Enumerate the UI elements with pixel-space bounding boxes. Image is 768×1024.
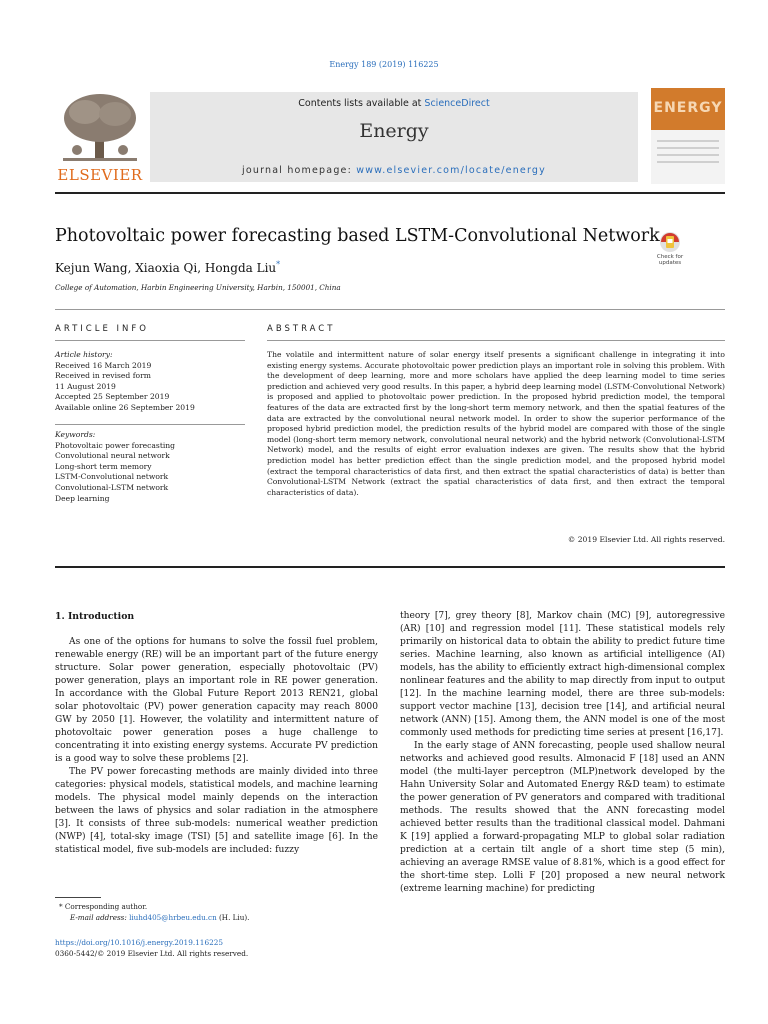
abstract-end-rule [55,566,725,568]
history-item: 11 August 2019 [55,381,116,391]
header-separator [55,309,725,310]
history-item: Available online 26 September 2019 [55,402,195,412]
article-info-rule [55,340,245,341]
keyword: Long-short term memory [55,461,152,471]
body-column-left [55,636,378,857]
corresponding-label: Corresponding author. [64,902,148,911]
paragraph: The PV power forecasting methods are mainly divided into three categories: physical models, statistical models, and machine learning models. The physical model mainly depends on the interaction between the laws of physics and solar radiation in the atmosphere [3]. It consists of three sub-models: numerical weather prediction (NWP) [4], total-sky image (TSI) [5] and satellite image [6]. In the statistical model, five sub-models are included: fuzzy [55,767,378,855]
sciencedirect-link[interactable]: ScienceDirect [424,98,490,109]
paragraph: In the early stage of ANN forecasting, people used shallow neural networks and achieved good results. Almonacid F [18] used an ANN model (the multi-layer perceptron (MLP)network developed by the Hahn University Solar and Automated Energy R&D team) to estimate the power generation of PV generators and compared with traditional methods. The results showed that the ANN forecasting model achieved better results than the traditional classical model. Dahmani K [19] applied a forward-propagating MLP to global solar radiation prediction at a certain tilt angle of a short time step (5 min), achieving an average RMSE value of 8.81%, which is a good effect for the short-time step. Lolli F [20] proposed a new neural network (extreme learning machine) for predicting [400,741,725,894]
journal-homepage [150,165,638,176]
doi-text[interactable]: https://doi.org/10.1016/j.energy.2019.116225 [55,938,224,947]
footnote-corresponding [55,902,147,911]
email-label: E-mail address: [70,913,127,922]
keyword: Convolutional neural network [55,451,170,461]
doi-link[interactable] [55,938,223,947]
journal-cover-thumbnail[interactable] [651,88,725,184]
keyword: Convolutional-LSTM network [55,482,169,492]
article-info-heading: ARTICLE INFO [55,324,149,334]
contents-prefix: Contents lists available at [298,98,425,109]
homepage-link[interactable]: www.elsevier.com/locate/energy [356,165,546,176]
journal-citation[interactable]: Energy 189 (2019) 116225 [329,60,439,69]
abstract-heading: ABSTRACT [267,324,336,334]
masthead-rule [55,192,725,194]
journal-masthead [55,88,725,188]
corresponding-author-mark[interactable]: * [276,260,281,269]
body-column-right [400,610,725,896]
publisher-name: ELSEVIER [57,166,143,184]
author-names: Kejun Wang, Xiaoxia Qi, Hongda Liu [55,261,277,275]
history-item: Accepted 25 September 2019 [55,392,170,402]
history-label: Article history: [55,350,113,359]
homepage-prefix: journal homepage: [242,165,357,176]
cover-text-lines [657,140,719,168]
author-list [55,260,280,275]
keywords-label: Keywords: [55,430,96,439]
footnote-email [70,913,249,922]
journal-name: Energy [359,120,429,142]
abstract-text: The volatile and intermittent nature of solar energy itself presents a significant challenge in integrating it into existing energy systems. Accurate photovoltaic power prediction plays an important role in solving this problem. With the development of deep learning, more and more scholars have applied the deep learning model to time series prediction and achieved very good results. In this paper, a hybrid deep learning model (LSTM-Convolutional Network) is proposed and applied to photovoltaic power prediction. In the proposed hybrid prediction model, the temporal features of the data are extracted first by the long-short term memory network, and then the spatial features of the data are extracted by the convolutional neural network model. In order to show the superior performance of the proposed hybrid prediction model, the prediction results of the hybrid model are compared with those of the single model (long-short term memory network, convolutional neural network) and the hybrid network (Convolutional-LSTM Network) model, and the results of eight error evaluation indexes are given. The results show that the hybrid prediction model has better prediction effect than the single prediction model, and the proposed hybrid model (extract the temporal characteristics of data first, and then extract the spatial characteristics of data) is better than Convolutional-LSTM Network (extract the spatial characteristics of data first, and then extract the temporal characteristics of data). [267,350,725,497]
history-item: Received 16 March 2019 [55,360,152,370]
keywords-rule [55,424,245,425]
footnote-rule [55,897,101,898]
article-title: Photovoltaic power forecasting based LSTM-Convolutional Network [55,226,660,246]
article-history [55,350,245,414]
cover-title: ENERGY [653,100,723,116]
history-item: Received in revised form [55,371,151,381]
footnote-mark: * [59,902,63,911]
section-heading-introduction: 1. Introduction [55,611,135,622]
keyword: Deep learning [55,493,110,503]
email-suffix: (H. Liu). [219,913,250,922]
contents-line [150,98,638,109]
keyword: LSTM-Convolutional network [55,472,169,482]
abstract-copyright: © 2019 Elsevier Ltd. All rights reserved. [567,535,725,544]
crossmark-label: Check for updates [656,254,684,266]
journal-header-box [150,92,638,182]
author-affiliation: College of Automation, Harbin Engineering University, Harbin, 150001, China [55,283,341,292]
keyword: Photovoltaic power forecasting [55,440,176,450]
paragraph: As one of the options for humans to solve the fossil fuel problem, renewable energy (RE) will be an important part of the future energy structure. Solar power generation, especially photovoltaic (PV) power generation, plays an important role in RE power generation. In accordance with the Global Future Report 2013 REN21, global solar photovoltaic (PV) power generation capacity may reach 8000 GW by 2050 [1]. However, the volatility and intermittent nature of photovoltaic power generation poses a huge challenge to concentrating it into existing energy systems. Accurate PV prediction is a good way to solve these problems [2]. [55,637,378,764]
abstract-rule [267,340,725,341]
issn-line: 0360-5442/© 2019 Elsevier Ltd. All rights reserved. [55,949,249,958]
keywords-list [55,430,245,504]
paragraph: theory [7], grey theory [8], Markov chain (MC) [9], autoregressive (AR) [10] and regression model [11]. These statistical models rely primarily on historical data to obtain the ability to predict future time series. Machine learning, also known as artificial intelligence (AI) models, has the ability to efficiently extract high-dimensional complex nonlinear features and the ability to map directly from input to output [12]. In the machine learning model, there are three sub-models: support vector machine [13], decision tree [14], and artificial neural network (ANN) [15]. Among them, the ANN model is one of the most commonly used methods for predicting time series at present [16,17]. [400,611,725,738]
email-link[interactable]: liuhd405@hrbeu.edu.cn [129,913,217,922]
